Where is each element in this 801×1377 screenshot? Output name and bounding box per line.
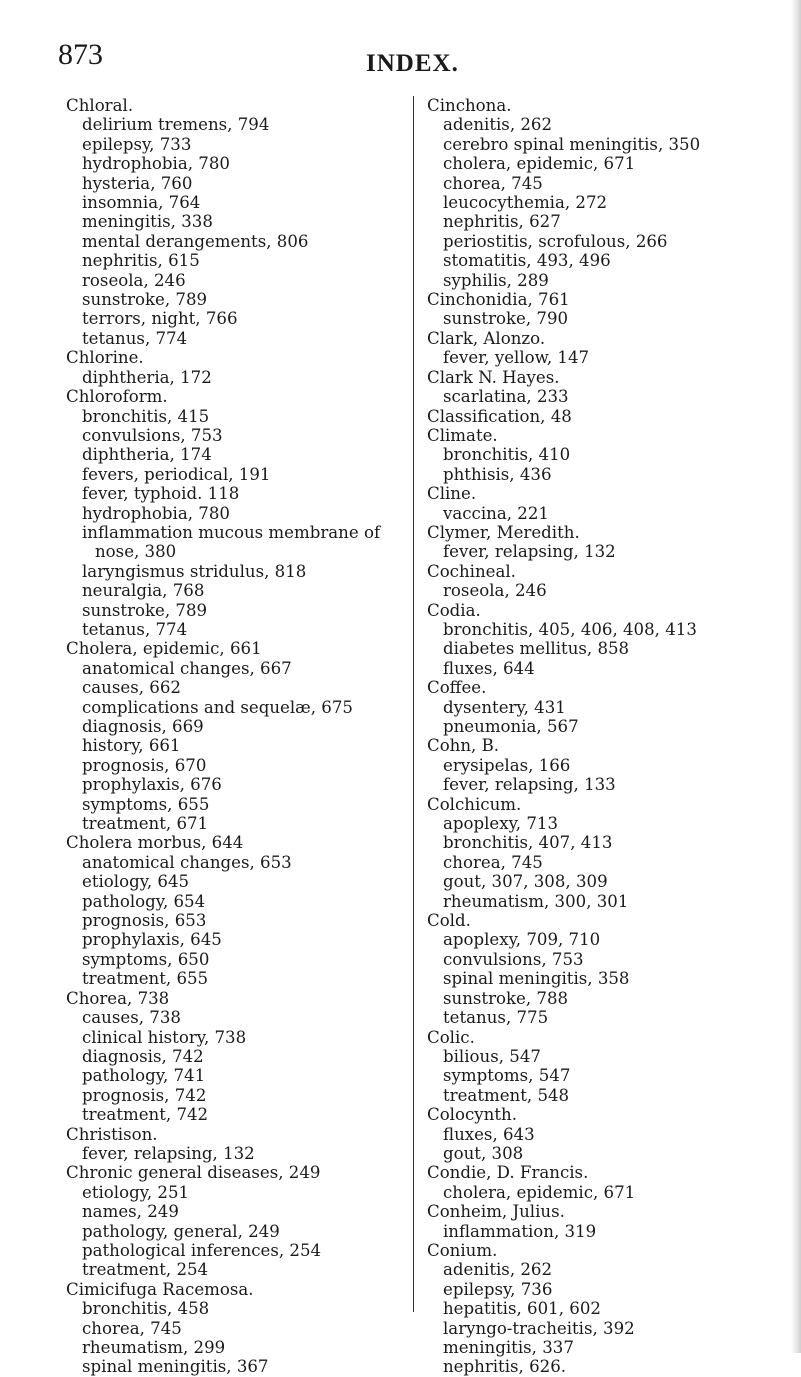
index-subentry: anatomical changes, 653 [82,852,292,872]
index-heading: Condie, D. Francis. [427,1163,589,1183]
index-heading: Cochineal. [427,561,516,581]
index-subentry: bronchitis, 458 [82,1299,210,1319]
index-subentry: fever, relapsing, 132 [443,542,616,562]
index-subentry: pathological inferences, 254 [82,1240,322,1260]
index-subentry: apoplexy, 713 [443,814,559,834]
index-heading: Cholera, epidemic, 661 [66,639,262,659]
index-subentry: chorea, 745 [443,173,543,193]
index-subentry: treatment, 742 [82,1105,209,1125]
index-subentry: clinical history, 738 [82,1027,247,1047]
index-heading: Christison. [66,1124,158,1144]
index-subentry: scarlatina, 233 [443,387,569,407]
index-subentry: prophylaxis, 676 [82,775,222,795]
index-subentry: tetanus, 774 [82,619,188,639]
index-subentry: neuralgia, 768 [82,581,205,601]
page-number: 873 [58,38,103,71]
index-subentry: etiology, 251 [82,1182,190,1202]
index-subentry: bronchitis, 410 [443,445,571,465]
index-subentry: cerebro spinal meningitis, 350 [443,134,701,154]
index-subentry: pathology, general, 249 [82,1221,280,1241]
index-subentry: treatment, 655 [82,969,209,989]
index-subentry: bronchitis, 407, 413 [443,833,613,853]
index-subentry: adenitis, 262 [443,115,553,135]
page-spine-shadow [791,0,801,1353]
index-heading: Cholera morbus, 644 [66,833,244,853]
index-subentry: nephritis, 627 [443,212,561,232]
index-heading: Cinchonidia, 761 [427,290,570,310]
index-subentry: roseola, 246 [82,270,186,290]
index-column-left [66,96,406,1377]
index-subentry: apoplexy, 709, 710 [443,930,601,950]
index-subentry: hepatitis, 601, 602 [443,1299,601,1319]
index-subentry: fluxes, 644 [443,658,535,678]
index-subentry: prognosis, 653 [82,911,207,931]
index-subentry: anatomical changes, 667 [82,658,292,678]
index-subentry: names, 249 [82,1202,179,1222]
index-heading: Chloral. [66,96,134,115]
index-heading: Cinchona. [427,96,512,115]
index-subentry: convulsions, 753 [82,425,223,445]
index-subentry: chorea, 745 [82,1318,182,1338]
index-subentry: dysentery, 431 [443,697,566,717]
index-subentry: nose, 380 [95,542,177,562]
index-subentry: causes, 738 [82,1008,181,1028]
index-subentry: epilepsy, 736 [443,1279,553,1299]
index-subentry: sunstroke, 790 [443,309,569,329]
index-subentry: complications and sequelæ, 675 [82,697,353,717]
index-subentry: bronchitis, 415 [82,406,210,426]
index-subentry: vaccina, 221 [443,503,549,523]
index-subentry: prognosis, 670 [82,755,207,775]
index-subentry: terrors, night, 766 [82,309,238,329]
index-subentry: sunstroke, 788 [443,988,569,1008]
index-subentry: roseola, 246 [443,581,547,601]
index-subentry: convulsions, 753 [443,949,584,969]
index-subentry: gout, 307, 308, 309 [443,872,608,892]
index-heading: Chorea, 738 [66,988,170,1008]
index-subentry: pathology, 741 [82,1066,206,1086]
index-subentry: fever, relapsing, 132 [82,1143,255,1163]
index-heading: Conium. [427,1240,498,1260]
index-subentry: cholera, epidemic, 671 [443,1182,636,1202]
index-heading: Colic. [427,1027,475,1047]
index-subentry: symptoms, 655 [82,794,210,814]
index-subentry: rheumatism, 299 [82,1338,226,1357]
index-heading: Climate. [427,425,498,445]
index-subentry: treatment, 548 [443,1085,570,1105]
index-heading: Chlorine. [66,348,144,368]
index-subentry: diabetes mellitus, 858 [443,639,630,659]
index-subentry: fever, typhoid. 118 [82,484,240,504]
index-subentry: prophylaxis, 645 [82,930,222,950]
column-divider [413,96,414,1312]
index-subentry: spinal meningitis, 358 [443,969,630,989]
index-heading: Colchicum. [427,794,522,814]
index-subentry: laryngo-tracheitis, 392 [443,1318,635,1338]
index-subentry: mental derangements, 806 [82,231,309,251]
index-subentry: diphtheria, 172 [82,367,212,387]
index-heading: Colocynth. [427,1105,517,1125]
index-subentry: history, 661 [82,736,181,756]
index-subentry: symptoms, 547 [443,1066,571,1086]
index-subentry: fevers, periodical, 191 [82,464,271,484]
index-subentry: gout, 308 [443,1143,524,1163]
index-subentry: inflammation, 319 [443,1221,597,1241]
index-heading: Coffee. [427,678,487,698]
index-heading: Clymer, Meredith. [427,522,580,542]
index-subentry: tetanus, 774 [82,328,188,348]
index-subentry: causes, 662 [82,678,181,698]
index-subentry: sunstroke, 789 [82,600,208,620]
index-subentry: hydrophobia, 780 [82,503,230,523]
index-subentry: hysteria, 760 [82,173,193,193]
index-subentry: fever, relapsing, 133 [443,775,616,795]
index-subentry: erysipelas, 166 [443,755,571,775]
index-subentry: diphtheria, 174 [82,445,212,465]
index-subentry: diagnosis, 742 [82,1046,204,1066]
index-subentry: bronchitis, 405, 406, 408, 413 [443,619,697,639]
index-heading: Cohn, B. [427,736,500,756]
index-subentry: diagnosis, 669 [82,717,204,736]
index-subentry: fever, yellow, 147 [443,348,590,368]
index-subentry: stomatitis, 493, 496 [443,251,611,271]
index-column-right [427,96,767,1377]
index-subentry: symptoms, 650 [82,949,210,969]
index-heading: Cimicifuga Racemosa. [66,1279,254,1299]
index-heading: Clark, Alonzo. [427,328,546,348]
index-subentry: meningitis, 338 [82,212,213,232]
index-subentry: periostitis, scrofulous, 266 [443,231,668,251]
index-subentry: tetanus, 775 [443,1008,549,1028]
index-heading: Cline. [427,484,477,504]
page-title: INDEX. [366,50,459,77]
index-subentry: cholera, epidemic, 671 [443,154,636,174]
index-subentry: spinal meningitis, 367 [82,1357,269,1377]
index-subentry: epilepsy, 733 [82,134,192,154]
index-subentry: fluxes, 643 [443,1124,535,1144]
index-heading: Chronic general diseases, 249 [66,1163,321,1183]
index-heading: Codia. [427,600,481,620]
index-heading: Conheim, Julius. [427,1202,565,1222]
index-subentry: phthisis, 436 [443,464,552,484]
index-heading: Clark N. Hayes. [427,367,560,387]
index-subentry: syphilis, 289 [443,270,549,290]
index-heading: Cold. [427,911,471,931]
index-subentry: sunstroke, 789 [82,290,208,310]
index-subentry: chorea, 745 [443,852,543,872]
index-subentry: pneumonia, 567 [443,717,579,736]
index-subentry: nephritis, 615 [82,251,200,271]
index-subentry: bilious, 547 [443,1046,541,1066]
index-subentry: nephritis, 626. [443,1357,567,1377]
index-subentry: insomnia, 764 [82,193,201,213]
index-subentry: treatment, 671 [82,814,209,834]
index-subentry: meningitis, 337 [443,1338,574,1357]
index-subentry: delirium tremens, 794 [82,115,270,135]
index-subentry: etiology, 645 [82,872,190,892]
index-subentry: pathology, 654 [82,891,206,911]
index-subentry: laryngismus stridulus, 818 [82,561,307,581]
index-subentry: hydrophobia, 780 [82,154,230,174]
index-subentry: prognosis, 742 [82,1085,207,1105]
index-subentry: treatment, 254 [82,1260,209,1280]
index-subentry: rheumatism, 300, 301 [443,891,629,911]
index-heading: Chloroform. [66,387,168,407]
index-subentry: leucocythemia, 272 [443,193,608,213]
index-subentry: inflammation mucous membrane of [82,522,381,542]
index-heading: Classification, 48 [427,406,572,426]
index-subentry: adenitis, 262 [443,1260,553,1280]
